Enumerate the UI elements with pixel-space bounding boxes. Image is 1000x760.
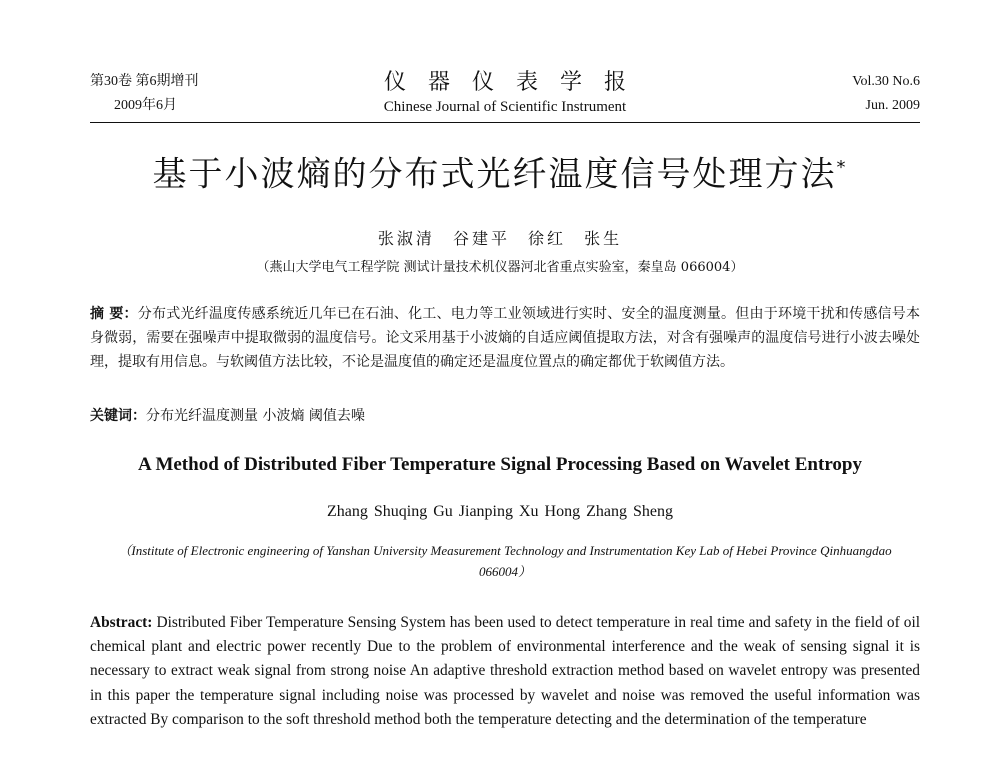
keywords-cn [90,405,920,427]
title-footnote-mark: * [836,157,848,178]
volume-issue-en: Vol.30 No.6 [852,74,920,89]
abstract-en [90,611,920,732]
header-rule [90,122,920,123]
journal-header [90,70,920,122]
abstract-en-text: Distributed Fiber Temperature Sensing System has been used to detect temperature in real time and safety in the field of oil chemical plant and electric power recently Due to the problem of environmental interference and the weak of sensing signal it is necessary to extract weak signal from strong noise An adaptive threshold extraction method based on wavelet entropy was presented in this paper the temperature signal including noise was processed by wavelet and noise was removed the useful information was extracted By comparison to the soft threshold method both the temperature detecting and the determination of the temperature [90,614,920,728]
keywords-cn-text: 分布光纤温度测量 小波熵 阈值去噪 [146,408,365,424]
affiliation-en: （Institute of Electronic engineering of Yanshan University Measurement Technology and Instrumentation Key Lab of Hebei Province Qinhuangdao 066004） [118,543,892,579]
journal-name-cn: 仪器仪表学报 [383,70,648,95]
header-center [90,70,920,118]
abstract-en-label: Abstract: [90,614,153,631]
authors-en: Zhang Shuqing Gu Jianping Xu Hong Zhang Sheng [327,503,673,520]
abstract-cn-label: 摘 要： [90,306,138,322]
abstract-cn-text: 分布式光纤温度传感系统近几年已在石油、化工、电力等工业领域进行实时、安全的温度测量。但由于环境干扰和传感信号本身微弱，需要在强噪声中提取微弱的温度信号。论文采用基于小波熵的自适应阈值提取方法，对含有强噪声的温度信号进行小波去噪处理，提取有用信息。与软阈值方法比较，不论是温度值的确定还是温度位置点的确定都优于软阈值方法。 [90,306,920,370]
paper-title-en: A Method of Distributed Fiber Temperature Signal Processing Based on Wavelet Entropy [138,454,862,475]
authors-cn: 张淑清 谷建平 徐红 张生 [377,229,623,248]
volume-issue-cn: 第30卷 第6期增刊 [90,74,199,89]
abstract-cn [90,302,920,374]
journal-name-en: Chinese Journal of Scientific Instrument [383,99,627,115]
header-right [852,70,920,118]
date-en: Jun. 2009 [865,98,920,113]
affiliation-cn: （燕山大学电气工程学院 测试计量技术机仪器河北省重点实验室，秦皇岛 066004） [256,260,744,275]
date-cn: 2009年6月 [114,98,177,113]
paper-title-cn [0,146,1000,196]
title-cn-text: 基于小波熵的分布式光纤温度信号处理方法 [152,154,837,195]
keywords-cn-label: 关键词： [90,408,146,424]
